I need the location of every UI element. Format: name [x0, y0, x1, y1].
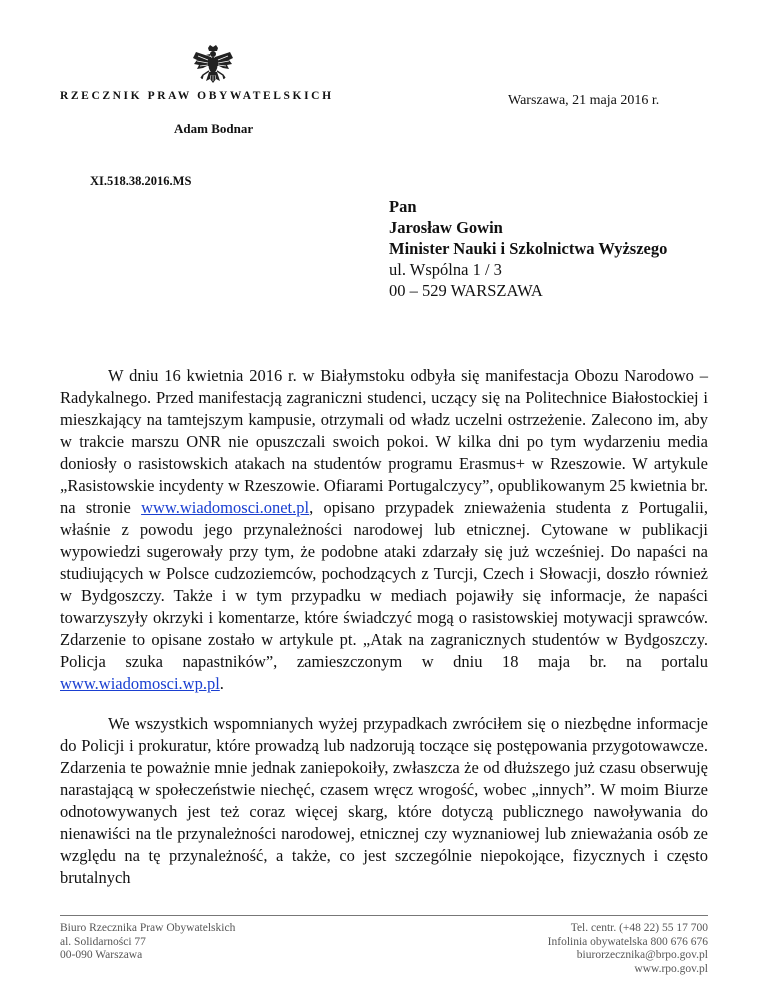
link-wp[interactable]: www.wiadomosci.wp.pl — [60, 674, 220, 693]
recipient-salutation: Pan — [389, 197, 417, 216]
recipient-name: Jarosław Gowin — [389, 218, 503, 237]
body-text: . — [219, 674, 224, 693]
reference-number: XI.518.38.2016.MS — [90, 174, 192, 188]
footer-city: 00-090 Warszawa — [60, 949, 143, 961]
recipient-street: ul. Wspólna 1 / 3 — [389, 260, 502, 279]
letter-date: Warszawa, 21 maja 2016 r. — [508, 93, 660, 108]
footer-divider — [60, 915, 708, 916]
body-text: W dniu 16 kwietnia 2016 r. w Białymstoku odbyła się manifestacja Obozu Narodowo – Radykalnego. Przed manifestacją zagraniczni studenci, uczący się na Politechnice Białostockiej i mieszkający na tamtejszym kampusie, otrzymali od władz uczelni ostrzeżenie. Zalecono im, aby w trakcie marszu ONR nie opuszczali swoich pokoi. W kilka dni po tym wydarzeniu media doniosły o rasistowskich atakach na studentów programu Erasmus+ w Rzeszowie. W artykule „Rasistowskie incydenty w Rzeszowie. Ofiarami Portugalczycy”, opublikowanym 25 kwietnia br. na stronie — [60, 366, 708, 517]
recipient-address — [389, 196, 667, 301]
body-paragraph-1 — [60, 365, 708, 695]
footer-website[interactable]: www.rpo.gov.pl — [634, 962, 708, 975]
footer-phone: Tel. centr. (+48 22) 55 17 700 — [570, 922, 708, 934]
link-onet[interactable]: www.wiadomosci.onet.pl — [141, 498, 310, 517]
recipient-title: Minister Nauki i Szkolnictwa Wyższego — [389, 239, 668, 258]
footer-office: Biuro Rzecznika Praw Obywatelskich — [60, 922, 236, 934]
recipient-city: 00 – 529 WARSZAWA — [389, 281, 543, 300]
footer-email[interactable]: biurorzecznika@brpo.gov.pl — [576, 949, 708, 961]
polish-eagle-icon — [190, 44, 236, 90]
footer-contact — [548, 922, 708, 976]
institution-name: RZECZNIK PRAW OBYWATELSKICH — [60, 90, 334, 102]
ombudsman-name: Adam Bodnar — [174, 121, 254, 136]
footer-street: al. Solidarności 77 — [60, 935, 146, 948]
footer-address — [60, 922, 235, 963]
footer-hotline: Infolinia obywatelska 800 676 676 — [547, 935, 708, 948]
body-paragraph-2: We wszystkich wspomnianych wyżej przypadkach zwróciłem się o niezbędne informacje do Policji i prokuratur, które prowadzą lub nadzorują toczące się postępowania przygotowawcze. Zdarzenia te poważnie mnie jednak zaniepokoiły, zwłaszcza że od dłuższego już czasu obserwuję narastającą w społeczeństwie niechęć, czasem wręcz wrogość, wobec „innych”. W moim Biurze odnotowywanych jest też coraz więcej skarg, które dotyczą publicznego nawoływania do nienawiści na tle przynależności narodowej, etnicznej czy wyznaniowej lub znieważania osób ze względu na tę przynależność, a także, co jest szczególnie niepokojące, fizycznych i często brutalnych — [60, 714, 708, 887]
body-text: , opisano przypadek znieważenia studenta z Portugalii, właśnie z powodu jego przynależności narodowej lub etnicznej. Cytowane w publikacji wypowiedzi sugerowały przy tym, że podobne ataki zdarzały się już wcześniej. Do napaści na studiujących w Polsce cudzoziemców, pochodzących z Turcji, Czech i Słowacji, doszło również w Bydgoszczy. Także i w tym przypadku w mediach pojawiły się informacje, że napaści towarzyszyły okrzyki i komentarze, które świadczyć mogą o rasistowskiej motywacji sprawców. Zdarzenie to opisane zostało w artykule pt. „Atak na zagranicznych studentów w Bydgoszczy. Policja szuka napastników”, zamieszczonym w dniu 18 maja br. na portalu — [60, 498, 709, 671]
